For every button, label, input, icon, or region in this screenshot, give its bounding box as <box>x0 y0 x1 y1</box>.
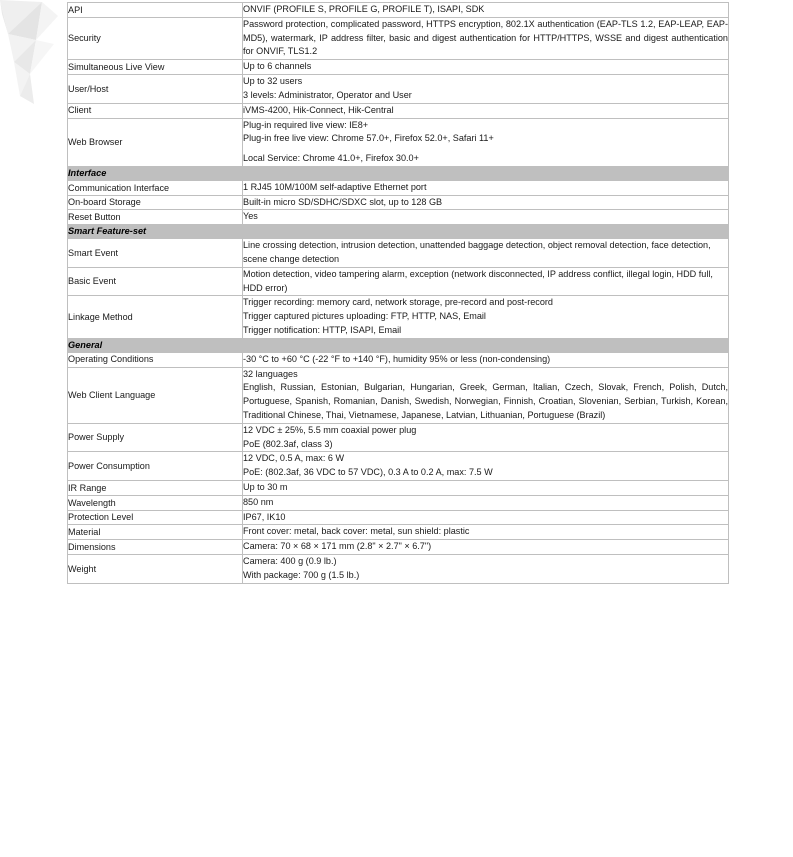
spec-row <box>68 352 729 367</box>
spec-value <box>243 452 729 481</box>
spec-value <box>243 510 729 525</box>
spec-row <box>68 17 729 59</box>
spec-value-line: -30 °C to +60 °C (-22 °F to +140 °F), humidity 95% or less (non-condensing) <box>243 353 551 364</box>
spec-row <box>68 60 729 75</box>
spec-label: Power Consumption <box>68 452 243 481</box>
spec-value-line: 32 languages <box>243 368 298 379</box>
spec-value <box>243 267 729 296</box>
spec-value-line: Camera: 70 × 68 × 171 mm (2.8" × 2.7" × 6.7") <box>243 541 432 552</box>
spec-value <box>243 481 729 496</box>
spec-label: Web Browser <box>68 118 243 166</box>
spec-value-line: English, Russian, Estonian, Bulgarian, Hungarian, Greek, German, Italian, Czech, Slovak, French, Polish, Dutch, Portuguese, Spanish, Romanian, Danish, Swedish, Norwegian, Finnish, Croatian, Slovenian, Serbian, Turkish, Korean, Traditional Chinese, Thai, Vietnamese, Japanese, Latvian, Lithuanian, Portuguese (Brazil) <box>243 382 728 420</box>
spec-value-line: PoE (802.3af, class 3) <box>243 438 333 449</box>
spec-label: On-board Storage <box>68 195 243 210</box>
spec-label: Power Supply <box>68 423 243 452</box>
spec-value <box>243 352 729 367</box>
spec-row <box>68 367 729 423</box>
spec-row <box>68 210 729 225</box>
spec-value <box>243 118 729 166</box>
section-header-filler <box>243 225 729 239</box>
spec-row <box>68 239 729 268</box>
section-header-row <box>68 225 729 239</box>
spec-value <box>243 525 729 540</box>
spec-label: API <box>68 3 243 18</box>
section-header-filler <box>243 166 729 180</box>
spec-value <box>243 296 729 338</box>
spec-value <box>243 239 729 268</box>
spec-value <box>243 180 729 195</box>
section-header-row <box>68 338 729 352</box>
spec-value <box>243 75 729 104</box>
spec-value <box>243 103 729 118</box>
spec-label: Material <box>68 525 243 540</box>
spec-value-line: Up to 30 m <box>243 482 288 492</box>
spec-row <box>68 3 729 18</box>
spec-label: Reset Button <box>68 210 243 225</box>
spec-value-line: 3 levels: Administrator, Operator and User <box>243 89 412 100</box>
spec-label: Protection Level <box>68 510 243 525</box>
spec-row <box>68 525 729 540</box>
spec-row <box>68 75 729 104</box>
spec-value <box>243 540 729 555</box>
spec-label: Wavelength <box>68 495 243 510</box>
spec-value <box>243 17 729 59</box>
spec-row <box>68 118 729 166</box>
spec-value-line: Trigger captured pictures uploading: FTP, HTTP, NAS, Email <box>243 311 486 322</box>
spec-value-line: PoE: (802.3af, 36 VDC to 57 VDC), 0.3 A to 0.2 A, max: 7.5 W <box>243 467 493 478</box>
spec-row <box>68 267 729 296</box>
spec-value-line: ONVIF (PROFILE S, PROFILE G, PROFILE T), ISAPI, SDK <box>243 4 485 14</box>
spec-row <box>68 481 729 496</box>
section-header-filler <box>243 338 729 352</box>
spec-label: Basic Event <box>68 267 243 296</box>
spec-value <box>243 3 729 18</box>
spec-value-line: Plug-in free live view: Chrome 57.0+, Firefox 52.0+, Safari 11+ <box>243 133 494 144</box>
specification-table <box>67 2 729 584</box>
spec-value-line: 12 VDC ± 25%, 5.5 mm coaxial power plug <box>243 424 417 435</box>
spec-value-line: 1 RJ45 10M/100M self-adaptive Ethernet port <box>243 181 427 192</box>
specification-table-body <box>68 3 729 584</box>
spec-label: Operating Conditions <box>68 352 243 367</box>
section-header-label: Interface <box>68 166 243 180</box>
spec-value-line: 850 nm <box>243 496 274 507</box>
spec-value-line: Motion detection, video tampering alarm, exception (network disconnected, IP address conflict, illegal login, HDD full, HDD error) <box>243 268 713 293</box>
spec-label: Smart Event <box>68 239 243 268</box>
spec-value-line: Camera: 400 g (0.9 lb.) <box>243 556 337 567</box>
spec-value-line: Password protection, complicated password, HTTPS encryption, 802.1X authentication (EAP-TLS 1.2, EAP-LEAP, EAP-MD5), watermark, IP address filter, basic and digest authentication for HTTP/HTTPS, WSSE and digest authentication for ONVIF, TLS1.2 <box>243 18 728 57</box>
spec-row <box>68 423 729 452</box>
spec-value-line: IP67, IK10 <box>243 511 286 522</box>
spec-value <box>243 423 729 452</box>
spec-value-line: Plug-in required live view: IE8+ <box>243 119 369 130</box>
spec-row <box>68 510 729 525</box>
spec-row <box>68 495 729 510</box>
spec-value-line: Up to 32 users <box>243 76 303 87</box>
section-header-row <box>68 166 729 180</box>
spec-value-line: Trigger notification: HTTP, ISAPI, Email <box>243 325 402 335</box>
spec-row <box>68 540 729 555</box>
spec-row <box>68 555 729 584</box>
spec-value-line: With package: 700 g (1.5 lb.) <box>243 569 360 580</box>
spec-label: Dimensions <box>68 540 243 555</box>
spec-label: Client <box>68 103 243 118</box>
spec-value <box>243 367 729 423</box>
spec-label: Simultaneous Live View <box>68 60 243 75</box>
spec-value <box>243 60 729 75</box>
spec-label: Linkage Method <box>68 296 243 338</box>
spec-label: IR Range <box>68 481 243 496</box>
spec-value <box>243 555 729 584</box>
spec-row <box>68 296 729 338</box>
spec-row <box>68 452 729 481</box>
spec-value-line: Up to 6 channels <box>243 61 312 72</box>
section-header-label: Smart Feature-set <box>68 225 243 239</box>
spec-value-line: Yes <box>243 211 258 222</box>
spec-value-line: Line crossing detection, intrusion detection, unattended baggage detection, object removal detection, face detection, scene change detection <box>243 240 711 264</box>
spec-value <box>243 210 729 225</box>
spec-value-line: 12 VDC, 0.5 A, max: 6 W <box>243 453 345 464</box>
spec-row <box>68 180 729 195</box>
spec-value-line: Front cover: metal, back cover: metal, sun shield: plastic <box>243 526 470 537</box>
spec-value-line: Trigger recording: memory card, network storage, pre-record and post-record <box>243 297 553 308</box>
spec-value-line: Local Service: Chrome 41.0+, Firefox 30.0+ <box>243 153 419 164</box>
spec-label: Communication Interface <box>68 180 243 195</box>
section-header-label: General <box>68 338 243 352</box>
spec-row <box>68 195 729 210</box>
spec-value <box>243 495 729 510</box>
spec-value-line: Built-in micro SD/SDHC/SDXC slot, up to 128 GB <box>243 196 443 207</box>
spec-label: User/Host <box>68 75 243 104</box>
spec-value-line: iVMS-4200, Hik-Connect, Hik-Central <box>243 104 394 115</box>
spec-label: Security <box>68 17 243 59</box>
spec-label: Weight <box>68 555 243 584</box>
spec-value <box>243 195 729 210</box>
spec-label: Web Client Language <box>68 367 243 423</box>
spec-row <box>68 103 729 118</box>
